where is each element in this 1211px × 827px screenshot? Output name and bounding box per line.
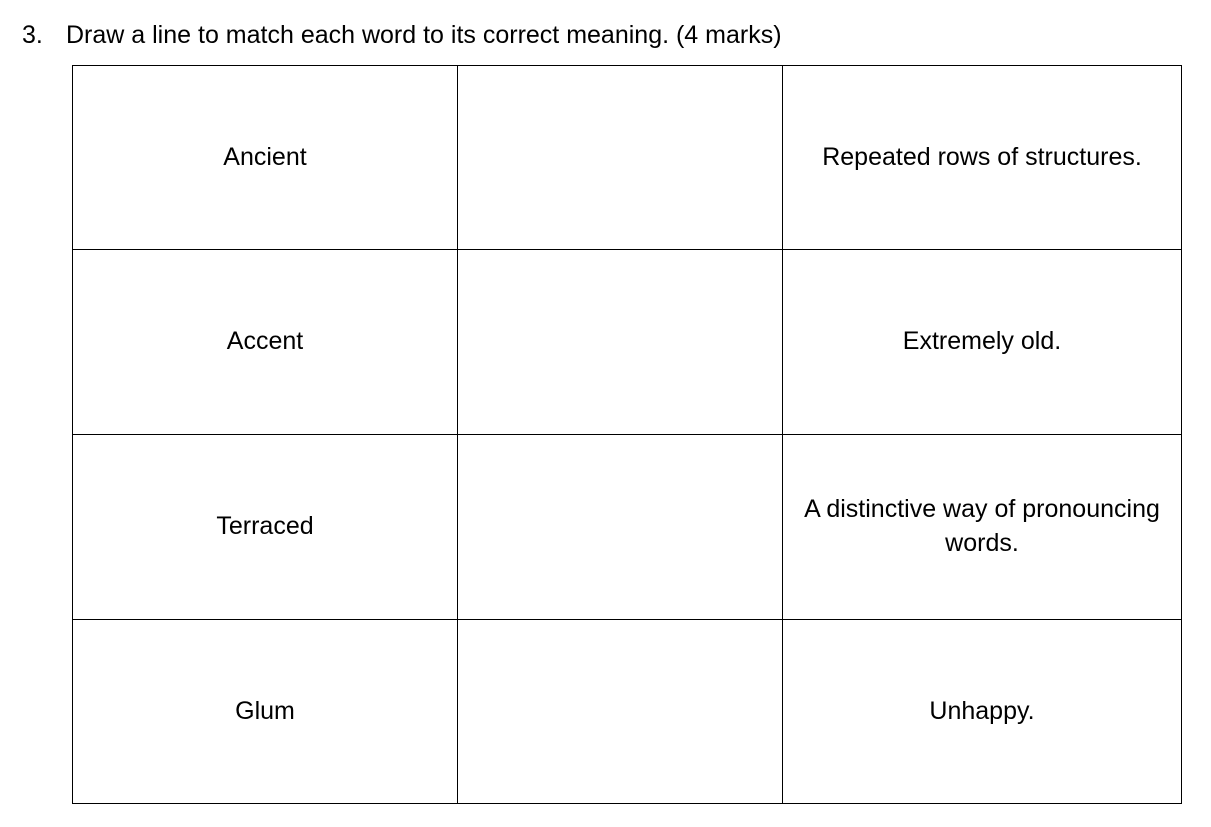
matching-table (72, 65, 1182, 804)
drawing-cell[interactable] (458, 250, 783, 435)
meaning-label: Unhappy. (929, 696, 1035, 725)
meaning-cell[interactable] (783, 66, 1182, 250)
word-label: Terraced (216, 512, 314, 541)
word-label: Ancient (223, 142, 307, 171)
question-prompt (22, 20, 782, 50)
word-cell[interactable] (73, 620, 458, 804)
word-label: Glum (235, 696, 295, 725)
table-row (73, 620, 1182, 804)
table-row (73, 66, 1182, 250)
word-cell[interactable] (73, 435, 458, 620)
question-number: 3. (22, 21, 43, 49)
meaning-label: Repeated rows of structures. (822, 142, 1142, 171)
word-label: Accent (226, 327, 304, 356)
meaning-cell[interactable] (783, 620, 1182, 804)
meaning-cell[interactable] (783, 250, 1182, 435)
meaning-label: A distinctive way of pronouncing words. (804, 495, 1160, 557)
drawing-cell[interactable] (458, 66, 783, 250)
drawing-cell[interactable] (458, 435, 783, 620)
table-row (73, 435, 1182, 620)
word-cell[interactable] (73, 250, 458, 435)
word-cell[interactable] (73, 66, 458, 250)
meaning-label: Extremely old. (902, 327, 1062, 356)
table-row (73, 250, 1182, 435)
drawing-cell[interactable] (458, 620, 783, 804)
question-text: Draw a line to match each word to its correct meaning. (4 marks) (66, 21, 782, 49)
meaning-cell[interactable] (783, 435, 1182, 620)
